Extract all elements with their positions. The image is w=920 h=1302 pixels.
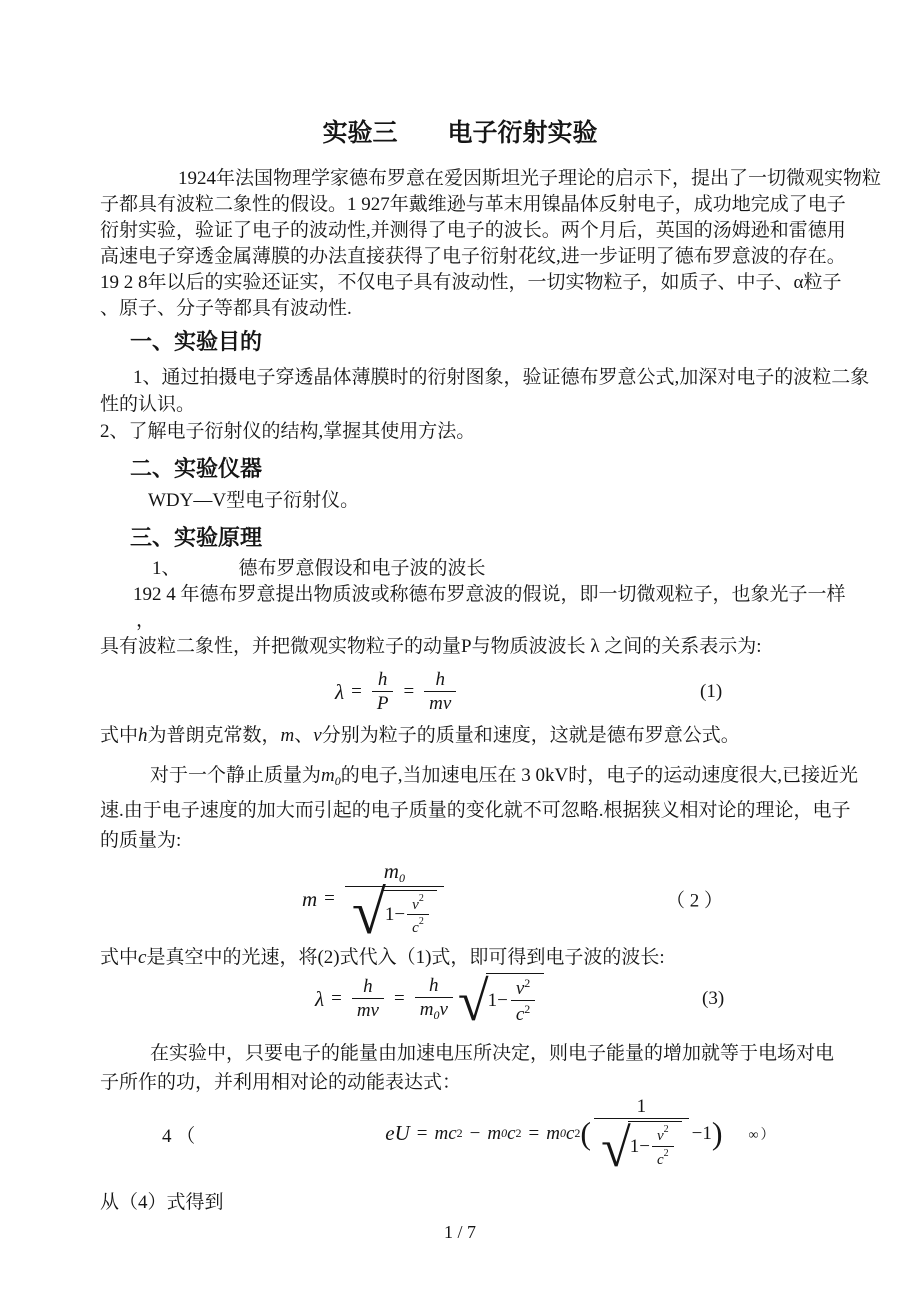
section-heading-purpose: 一、实验目的 — [130, 329, 263, 354]
radicand — [628, 1121, 682, 1169]
fraction — [345, 859, 444, 947]
math-h: h — [138, 725, 148, 746]
math-eU: eU — [385, 1121, 410, 1146]
math-m0: m — [419, 999, 434, 1021]
denominator — [345, 878, 444, 947]
text-run: 式中 — [100, 725, 139, 746]
equals-sign: = — [528, 1122, 540, 1144]
math-mc: mc — [434, 1122, 457, 1144]
numerator: h — [435, 669, 445, 691]
exponent-2: 2 — [418, 892, 424, 904]
section-heading-apparatus: 二、实验仪器 — [130, 456, 263, 481]
open-paren: ( — [580, 1115, 592, 1152]
equation-number: (3) — [702, 988, 725, 1009]
paragraph-line: 的质量为: — [100, 830, 182, 851]
math-lambda: λ — [315, 986, 325, 1011]
apparatus-body: WDY—V型电子衍射仪。 — [148, 490, 360, 511]
numerator — [407, 894, 429, 915]
fraction — [415, 976, 453, 1022]
equals-sign: = — [393, 988, 405, 1009]
fraction — [424, 670, 456, 714]
purpose-item-line: 2、了解电子衍射仪的结构,掌握其使用方法。 — [100, 421, 476, 442]
equation-2-body — [302, 859, 447, 947]
text-run: 1− — [487, 990, 508, 1011]
math-m0: m — [546, 1122, 560, 1144]
numerator — [511, 977, 535, 1000]
text-run: 1− — [384, 904, 406, 926]
exponent-2: 2 — [663, 1124, 669, 1136]
after-eq4-line: 从（4）式得到 — [100, 1192, 224, 1213]
math-c: c — [412, 920, 419, 937]
math-sub-0: 0 — [559, 1126, 566, 1141]
exponent-2: 2 — [515, 1126, 522, 1141]
equation-3 — [100, 971, 820, 1034]
exponent-2: 2 — [456, 1126, 463, 1141]
denominator: mv — [424, 691, 456, 714]
equals-sign: = — [351, 681, 362, 702]
denominator — [652, 1146, 674, 1169]
paragraph-line: 192 4 年德布罗意提出物质波或称德布罗意波的假说，即一切微观粒子，也象光子一样 — [133, 584, 846, 605]
math-v: v — [515, 978, 525, 1000]
paragraph-line: 具有波粒二象性，并把微观实物粒子的动量P与物质波波长 λ 之间的关系表示为: — [100, 636, 762, 657]
math-c: c — [507, 1122, 516, 1144]
text-run: 1− — [629, 1136, 650, 1158]
paragraph-line: 子所作的功，并利用相对论的动能表达式： — [100, 1072, 462, 1093]
exponent-2: 2 — [418, 916, 424, 928]
intro-line: 高速电子穿透金属薄膜的办法直接获得了电子衍射花纹,进一步证明了德布罗意波的存在。 — [100, 246, 846, 267]
paragraph-line — [100, 761, 858, 796]
equation-number: （ 2 ） — [666, 890, 724, 912]
fraction — [407, 894, 429, 938]
equals-sign: = — [403, 681, 415, 702]
math-v: v — [439, 999, 448, 1021]
fraction — [652, 1125, 674, 1169]
math-m: m — [280, 725, 295, 746]
numerator: 1 — [636, 1096, 647, 1118]
equals-sign: = — [331, 988, 342, 1009]
denominator: mv — [352, 998, 384, 1021]
fraction — [594, 1096, 689, 1178]
math-sub-0: 0 — [501, 1126, 508, 1141]
numerator — [652, 1125, 674, 1146]
math-lambda: λ — [335, 679, 345, 704]
text-run: 为普朗克常数， — [147, 725, 281, 746]
math-sub-0: 0 — [334, 774, 341, 788]
fraction — [352, 977, 384, 1021]
equation-4-prefix: 4 （ — [162, 1125, 196, 1147]
denominator — [407, 914, 429, 937]
math-v: v — [656, 1128, 664, 1145]
subsection-number: 1、 — [152, 558, 181, 579]
page-number: 1 / 7 — [443, 1222, 476, 1242]
purpose-item-line: 1、通过拍摄电子穿透晶体薄膜时的衍射图象，验证德布罗意公式,加深对电子的波粒二象 — [133, 367, 870, 388]
denominator: P — [372, 691, 394, 714]
math-sub-0: 0 — [398, 871, 405, 886]
text-run: 分别为粒子的质量和速度，这就是德布罗意公式。 — [321, 725, 740, 746]
intro-line: 子都具有波粒二象性的假设。1 927年戴维逊与革末用镍晶体反射电子，成功地完成了电子 — [100, 194, 846, 215]
radical-sign: √ — [601, 1117, 631, 1178]
debroglie-paragraph — [100, 582, 846, 660]
text-run: 是真空中的光速，将(2)式代入（1)式，即可得到电子波的波长: — [146, 947, 665, 968]
page-title: 实验三 电子衍射实验 — [322, 119, 598, 147]
denominator — [511, 1000, 535, 1025]
square-root — [601, 1117, 682, 1178]
radicand — [383, 890, 437, 938]
denominator — [594, 1117, 689, 1178]
math-m: m — [302, 886, 318, 911]
paragraph-line: 在实验中，只要电子的能量由加速电压所决定，则电子能量的增加就等于电场对电 — [150, 1043, 835, 1064]
fraction — [372, 670, 394, 714]
intro-line: 衍射实验，验证了电子的波动性,并测得了电子的波长。两个月后，英国的汤姆逊和雷德用 — [100, 220, 846, 241]
numerator: h — [377, 669, 388, 691]
exponent-2: 2 — [574, 1126, 581, 1141]
subsection-heading-debroglie — [100, 556, 820, 582]
purpose-item-line: 性的认识。 — [100, 394, 196, 415]
intro-paragraph — [100, 166, 882, 322]
minus-sign: − — [469, 1122, 481, 1144]
text-run: 的电子,当加速电压在 3 0kV时，电子的运动速度很大,已接近光 — [340, 765, 858, 786]
exponent-2: 2 — [524, 1002, 531, 1016]
equals-sign: = — [324, 888, 335, 909]
square-root — [351, 878, 437, 947]
intro-line: 19 2 8年以后的实验还证实，不仅电子具有波动性，一切实物粒子，如质子、中子、α粒子 — [100, 272, 842, 293]
exponent-2: 2 — [524, 976, 531, 991]
subsection-title: 德布罗意假设和电子波的波长 — [238, 558, 486, 579]
math-sub-0: 0 — [433, 1008, 440, 1023]
radical-sign: √ — [457, 971, 489, 1034]
paragraph-line: ， — [136, 610, 156, 631]
math-m0: m — [487, 1122, 502, 1144]
numerator: h — [429, 975, 439, 997]
square-root — [457, 971, 544, 1034]
text-run: 式中 — [100, 947, 139, 968]
text-run: 、 — [294, 725, 314, 746]
math-v: v — [412, 896, 419, 913]
text-run: 对于一个静止质量为 — [150, 765, 322, 786]
equation-3-body — [315, 971, 546, 1034]
math-c: c — [565, 1122, 575, 1144]
radicand — [486, 973, 545, 1025]
after-eq2-line — [100, 944, 820, 971]
equation-number: (1) — [700, 681, 723, 702]
math-v: v — [313, 725, 322, 746]
close-paren: ) — [711, 1115, 723, 1152]
math-c: c — [656, 1152, 664, 1169]
math-m0: m — [383, 859, 399, 884]
math-c: c — [138, 947, 147, 968]
equation-4-body — [385, 1096, 777, 1178]
equation-4 — [100, 1096, 820, 1178]
math-m0: m — [321, 765, 335, 786]
denominator — [415, 997, 453, 1022]
purpose-list — [100, 364, 870, 445]
fraction — [511, 977, 535, 1025]
section-heading-principle: 三、实验原理 — [130, 525, 263, 550]
paragraph-line: 速.由于电子速度的加大而引起的电子质量的变化就不可忽略.根据狭义相对论的理论，电子 — [100, 800, 851, 821]
exponent-2: 2 — [663, 1148, 669, 1160]
after-eq1-line — [100, 722, 820, 749]
equals-sign: = — [416, 1122, 428, 1144]
equation-4-suffix: ∞） — [748, 1127, 777, 1143]
equation-1 — [100, 664, 820, 720]
radical-sign: √ — [351, 878, 386, 947]
equation-2 — [100, 859, 820, 947]
rest-mass-paragraph — [100, 761, 858, 856]
numerator: h — [363, 976, 373, 998]
equation-1-body — [335, 670, 459, 714]
energy-paragraph — [100, 1039, 835, 1097]
math-c: c — [515, 1004, 525, 1025]
intro-line: 1924年法国物理学家德布罗意在爱因斯坦光子理论的启示下，提出了一切微观实物粒 — [178, 168, 882, 189]
tail-minus-one: −1 — [691, 1122, 712, 1144]
intro-line: 、原子、分子等都具有波动性. — [100, 298, 352, 319]
